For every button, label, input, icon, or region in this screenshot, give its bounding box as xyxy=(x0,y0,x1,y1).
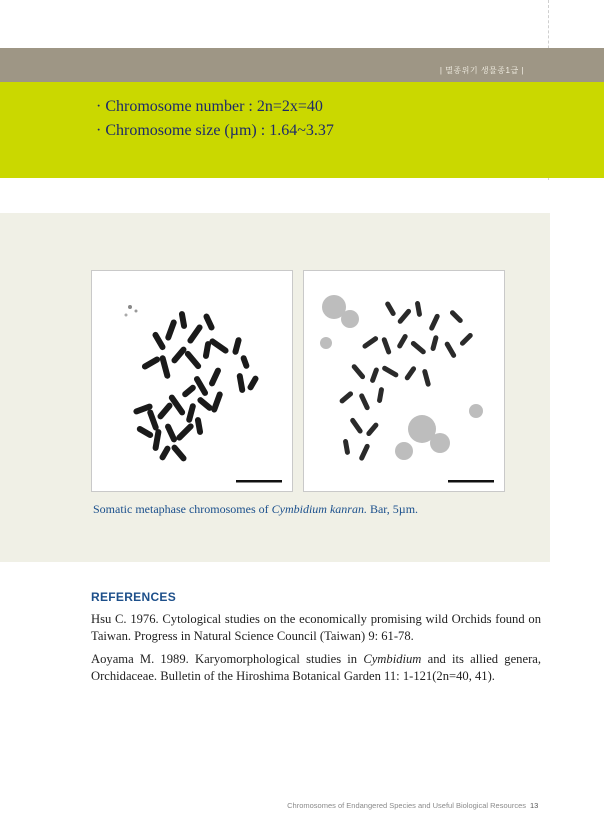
category-tag: | 멸종위기 생물종1급 | xyxy=(439,66,524,75)
caption-suffix: Bar, 5µm. xyxy=(366,502,419,516)
caption-species: Cymbidium kanran. xyxy=(271,502,367,516)
figure-panel xyxy=(0,213,550,562)
chromosome-number: · Chromosome number : 2n=2x=40 xyxy=(96,98,323,115)
chromosome-size: · Chromosome size (µm) : 1.64~3.37 xyxy=(96,122,334,139)
micrograph-right xyxy=(303,270,505,492)
ref2-genus: Cymbidium xyxy=(363,652,422,666)
caption-prefix: Somatic metaphase chromosomes of xyxy=(93,502,272,516)
info-band xyxy=(0,82,604,178)
figure-caption xyxy=(93,502,418,517)
header-band xyxy=(0,48,604,82)
references-heading: REFERENCES xyxy=(91,590,177,604)
reference-2 xyxy=(91,651,541,685)
ref2-suffix: and its allied genera, Orchidaceae. Bulletin of the Hiroshima Botanical Garden 11: 1-121(2n=40, 41). xyxy=(91,652,541,683)
ref2-prefix: Aoyama M. 1989. Karyomorphological studies in xyxy=(91,652,364,666)
micrograph-left xyxy=(91,270,293,492)
footer-book-title: Chromosomes of Endangered Species and Useful Biological Resources xyxy=(287,801,526,810)
page-number: 13 xyxy=(530,801,539,810)
reference-1: Hsu C. 1976. Cytological studies on the economically promising wild Orchids found on Taiwan. Progress in Natural Science Council (Taiwan) 9: 61-78. xyxy=(91,612,541,643)
